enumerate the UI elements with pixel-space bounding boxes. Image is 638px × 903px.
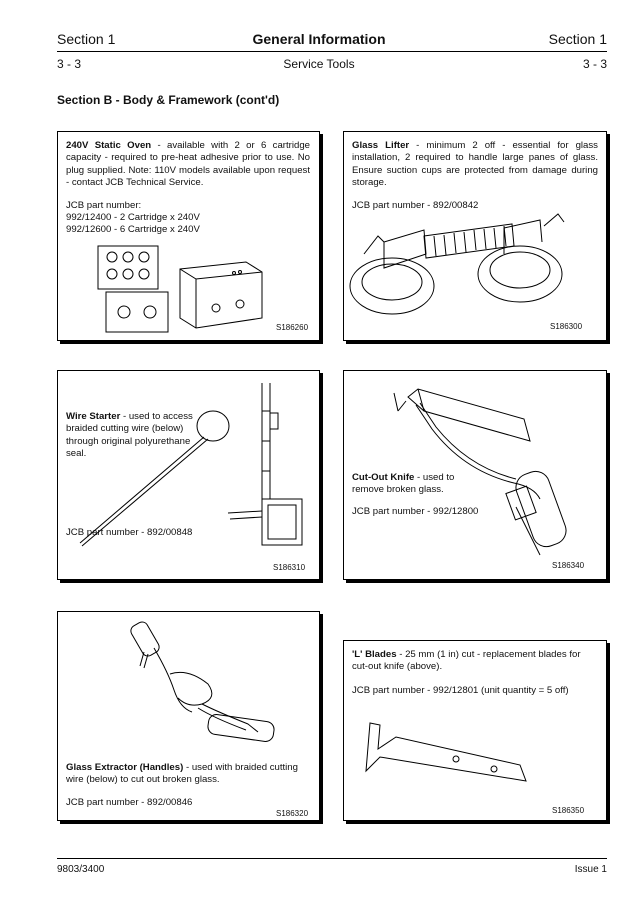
part-number: 992/12600 - 6 Cartridge x 240V xyxy=(66,224,200,235)
tool-box-cut-out-knife xyxy=(343,370,607,580)
tool-name: Glass Lifter xyxy=(352,140,410,151)
page-subtitle: Service Tools xyxy=(283,57,355,71)
glass-lifter-illustration xyxy=(344,132,606,340)
part-number: JCB part number - 892/00842 xyxy=(352,200,479,211)
cut-out-knife-illustration xyxy=(344,371,606,579)
tool-name: Wire Starter xyxy=(66,411,121,422)
tool-description: Cut-Out Knife - used to remove broken glass. xyxy=(352,472,455,496)
figure-code: S186310 xyxy=(273,563,306,572)
tool-name: 'L' Blades xyxy=(352,649,397,660)
l-blade-illustration xyxy=(344,641,606,820)
page-title: General Information xyxy=(252,31,386,47)
footer-issue: Issue 1 xyxy=(574,864,607,875)
static-oven-illustration xyxy=(58,132,319,340)
tool-name: Cut-Out Knife xyxy=(352,472,415,483)
header-section-left: Section 1 xyxy=(57,31,116,47)
footer-rule xyxy=(57,858,607,859)
header-page-right: 3 - 3 xyxy=(582,57,607,71)
tool-box-glass-lifter xyxy=(343,131,607,341)
section-heading: Section B - Body & Framework (cont'd) xyxy=(57,93,280,107)
footer-doc-number: 9803/3400 xyxy=(57,864,105,875)
part-number: JCB part number - 892/00846 xyxy=(66,797,193,808)
figure-code: S186300 xyxy=(550,322,583,331)
tool-description: 'L' Blades - 25 mm (1 in) cut - replacement blades for cut-out knife (above). xyxy=(352,649,581,673)
tool-description: Glass Lifter - minimum 2 off - essential for glass installation, 2 required to handle large panes of glass. Ensure suction cups are protected from damage during storage. xyxy=(352,140,598,189)
part-number: JCB part number - 992/12800 xyxy=(352,506,479,517)
header-rule xyxy=(57,51,607,52)
glass-extractor-illustration xyxy=(58,612,319,820)
tool-box-l-blades xyxy=(343,640,607,821)
tool-box-static-oven xyxy=(57,131,320,341)
tool-description: Glass Extractor (Handles) - used with braided cutting wire (below) to cut out broken glass. xyxy=(66,762,298,786)
figure-code: S186320 xyxy=(276,809,309,818)
header-page-left: 3 - 3 xyxy=(57,57,82,71)
tool-name: 240V Static Oven xyxy=(66,140,152,151)
tool-description: 240V Static Oven - available with 2 or 6 cartridge capacity - required to pre-heat adhesive prior to use. No plug supplied. Note: 110V models available upon request - contact JCB Technical Service. xyxy=(66,140,310,189)
part-number: JCB part number - 992/12801 (unit quantity = 5 off) xyxy=(352,685,569,696)
tool-box-glass-extractor xyxy=(57,611,320,821)
part-label: JCB part number: xyxy=(66,200,142,211)
tool-box-wire-starter xyxy=(57,370,320,580)
figure-code: S186260 xyxy=(276,323,309,332)
header-section-right: Section 1 xyxy=(548,31,607,47)
tool-name: Glass Extractor (Handles) xyxy=(66,762,184,773)
figure-code: S186340 xyxy=(552,561,585,570)
tool-description: Wire Starter - used to access braided cutting wire (below) through original polyurethane seal. xyxy=(66,411,193,460)
part-number: JCB part number - 892/00848 xyxy=(66,527,193,538)
figure-code: S186350 xyxy=(552,806,585,815)
wire-starter-illustration xyxy=(58,371,319,579)
part-number: 992/12400 - 2 Cartridge x 240V xyxy=(66,212,200,223)
